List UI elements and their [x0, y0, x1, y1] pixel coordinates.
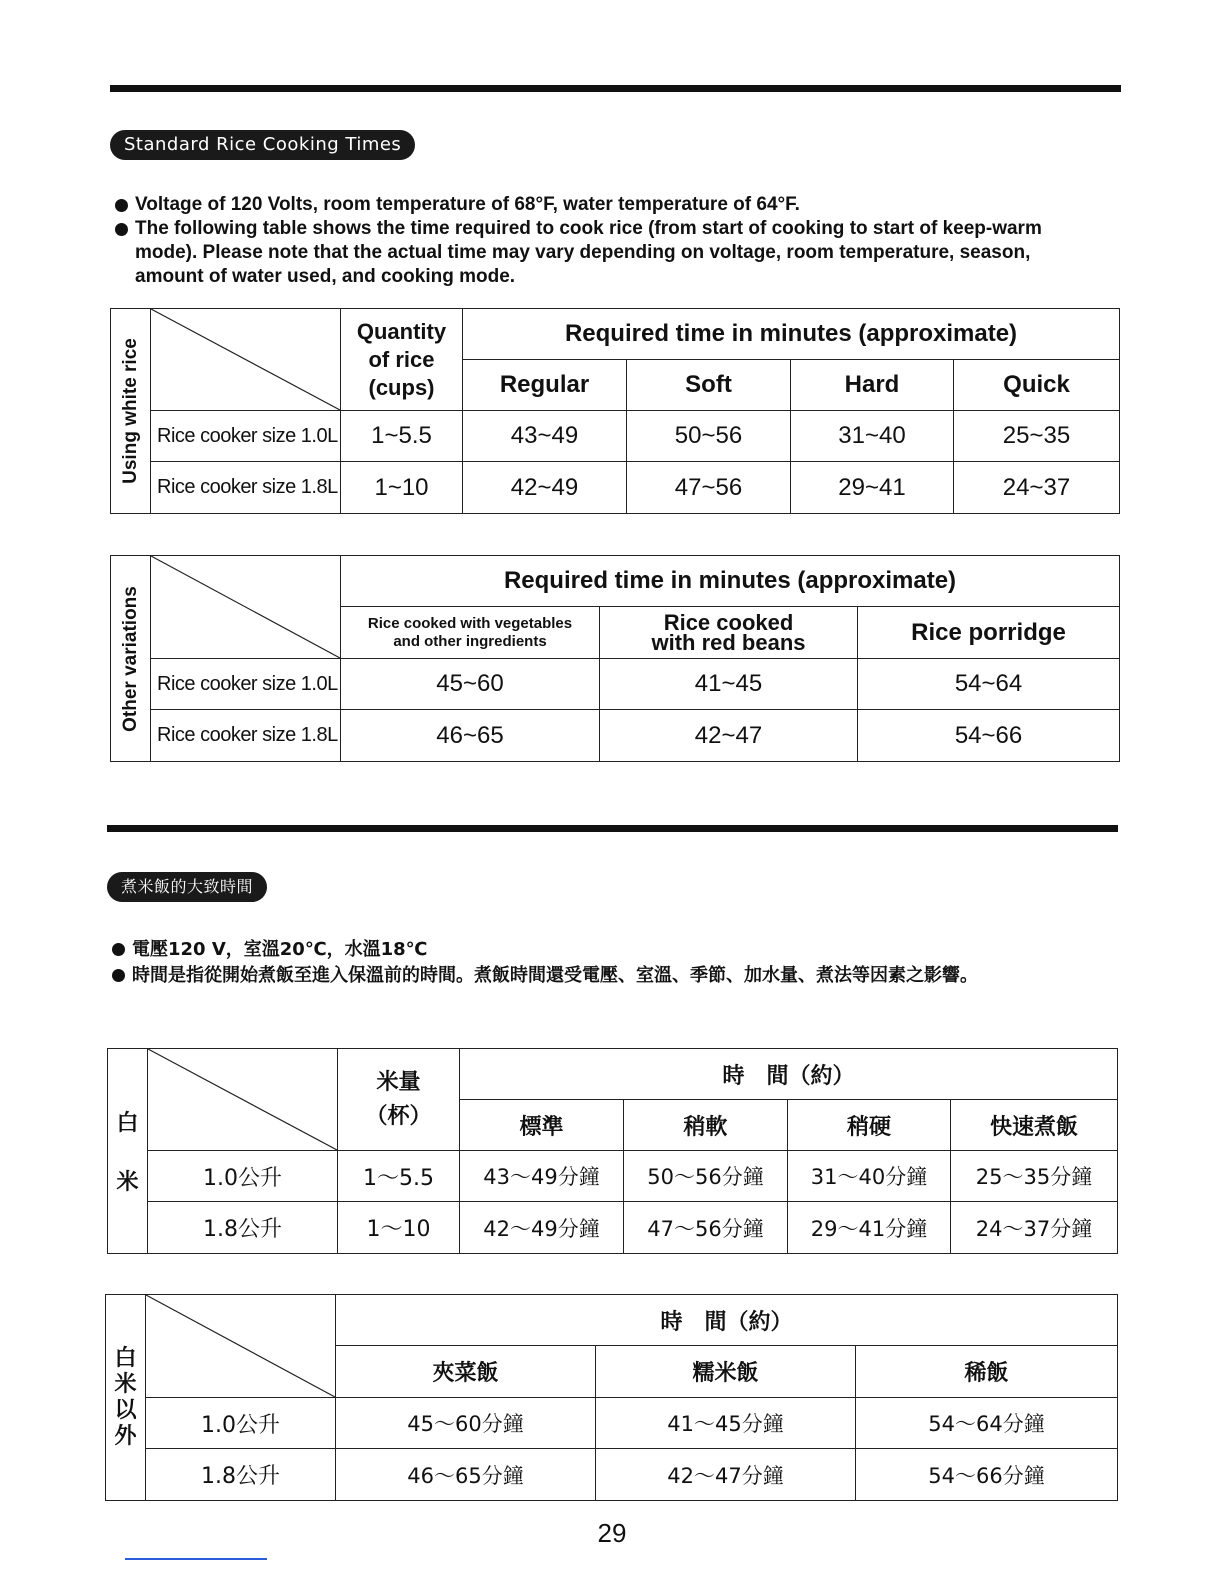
time-value: 54～66分鐘 — [856, 1449, 1118, 1501]
time-value: 50～56分鐘 — [624, 1151, 788, 1202]
time-value: 42~47 — [600, 710, 858, 762]
row-quantity: 1～10 — [338, 1202, 460, 1254]
row-quantity: 1~5.5 — [341, 411, 463, 462]
table-row — [108, 1151, 1118, 1202]
mode-quick: Quick — [954, 360, 1120, 411]
time-value: 31～40分鐘 — [788, 1151, 951, 1202]
time-value: 24~37 — [954, 462, 1120, 514]
time-value: 25~35 — [954, 411, 1120, 462]
time-value: 25～35分鐘 — [951, 1151, 1118, 1202]
other-variations-table-chinese — [105, 1294, 1118, 1501]
mode-hard: Hard — [791, 360, 954, 411]
top-rule — [110, 85, 1121, 92]
note-voltage: Voltage of 120 Volts, room temperature of 68°F, water temperature of 64°F. — [113, 193, 1093, 217]
section-title-chinese: 煮米飯的大致時間 — [107, 872, 267, 902]
note-voltage-chinese: 電壓120 V，室溫20℃，水溫18℃ — [110, 937, 1105, 963]
section-title-english: Standard Rice Cooking Times — [110, 130, 415, 160]
time-value: 29～41分鐘 — [788, 1202, 951, 1254]
row-quantity: 1～5.5 — [338, 1151, 460, 1202]
time-value: 41~45 — [600, 659, 858, 710]
time-value: 47～56分鐘 — [624, 1202, 788, 1254]
other-variations-table — [110, 555, 1120, 762]
row-size-label: 1.0公升 — [148, 1151, 338, 1202]
table-row — [111, 659, 1120, 710]
time-value: 41～45分鐘 — [596, 1398, 856, 1449]
type-glutinous-chinese: 糯米飯 — [596, 1346, 856, 1398]
chinese-notes — [110, 937, 1105, 989]
mode-regular: Regular — [463, 360, 627, 411]
side-label-white-rice-chinese: 白 米 — [108, 1049, 148, 1254]
time-value: 54～64分鐘 — [856, 1398, 1118, 1449]
side-label-white-rice: Using white rice — [111, 309, 151, 514]
mode-quick-chinese: 快速煮飯 — [951, 1100, 1118, 1151]
time-value: 50~56 — [627, 411, 791, 462]
diagonal-header-cell — [151, 309, 341, 411]
time-value: 42～47分鐘 — [596, 1449, 856, 1501]
mode-soft-chinese: 稍軟 — [624, 1100, 788, 1151]
row-quantity: 1~10 — [341, 462, 463, 514]
white-rice-table-chinese — [107, 1048, 1118, 1254]
time-value: 46~65 — [341, 710, 600, 762]
mode-soft: Soft — [627, 360, 791, 411]
note-table-description: The following table shows the time required to cook rice (from start of cooking to start of keep-warm mode). Please note that the actual time may vary depending on voltage, room temperature, season, amount of water used, and cooking mode. — [113, 217, 1093, 289]
time-header: Required time in minutes (approximate) — [463, 309, 1120, 360]
table-row — [106, 1398, 1118, 1449]
time-value: 31~40 — [791, 411, 954, 462]
time-header: Required time in minutes (approximate) — [341, 556, 1120, 607]
diagonal-header-cell — [151, 556, 341, 659]
diagonal-header-cell — [148, 1049, 338, 1151]
white-rice-table — [110, 308, 1120, 514]
table-row — [108, 1202, 1118, 1254]
note-table-description-chinese: 時間是指從開始煮飯至進入保溫前的時間。煮飯時間還受電壓、室溫、季節、加水量、煮法等因素之影響。 — [110, 963, 1105, 989]
time-value: 42~49 — [463, 462, 627, 514]
time-header-chinese: 時 間（約） — [336, 1295, 1118, 1346]
time-value: 54~66 — [858, 710, 1120, 762]
time-value: 29~41 — [791, 462, 954, 514]
table-row — [111, 710, 1120, 762]
type-vegetables: Rice cooked with vegetables and other ingredients — [341, 607, 600, 659]
mode-hard-chinese: 稍硬 — [788, 1100, 951, 1151]
row-size-label: Rice cooker size 1.8L — [151, 462, 341, 514]
row-size-label: Rice cooker size 1.8L — [151, 710, 341, 762]
time-value: 43～49分鐘 — [460, 1151, 624, 1202]
row-size-label: 1.8公升 — [148, 1202, 338, 1254]
type-porridge-chinese: 稀飯 — [856, 1346, 1118, 1398]
time-value: 42～49分鐘 — [460, 1202, 624, 1254]
table-row — [106, 1449, 1118, 1501]
diagonal-header-cell — [146, 1295, 336, 1398]
mode-regular-chinese: 標準 — [460, 1100, 624, 1151]
english-notes — [113, 193, 1093, 289]
type-vegetables-chinese: 夾菜飯 — [336, 1346, 596, 1398]
quantity-header-chinese: 米量 （杯） — [338, 1049, 460, 1151]
side-label-other-variations: Other variations — [111, 556, 151, 762]
type-porridge: Rice porridge — [858, 607, 1120, 659]
middle-rule — [107, 825, 1118, 832]
time-value: 54~64 — [858, 659, 1120, 710]
time-value: 47~56 — [627, 462, 791, 514]
footer-line — [125, 1558, 267, 1560]
time-header-chinese: 時 間（約） — [460, 1049, 1118, 1100]
table-row — [111, 462, 1120, 514]
time-value: 24～37分鐘 — [951, 1202, 1118, 1254]
quantity-header: Quantity of rice (cups) — [341, 309, 463, 411]
page-number: 29 — [597, 1518, 627, 1548]
time-value: 46～65分鐘 — [336, 1449, 596, 1501]
time-value: 45～60分鐘 — [336, 1398, 596, 1449]
table-row — [111, 411, 1120, 462]
type-red-beans: Rice cooked with red beans — [600, 607, 858, 659]
time-value: 43~49 — [463, 411, 627, 462]
time-value: 45~60 — [341, 659, 600, 710]
row-size-label: Rice cooker size 1.0L — [151, 659, 341, 710]
row-size-label: Rice cooker size 1.0L — [151, 411, 341, 462]
side-label-other-chinese: 白 米 以 外 — [106, 1295, 146, 1501]
row-size-label: 1.0公升 — [146, 1398, 336, 1449]
row-size-label: 1.8公升 — [146, 1449, 336, 1501]
